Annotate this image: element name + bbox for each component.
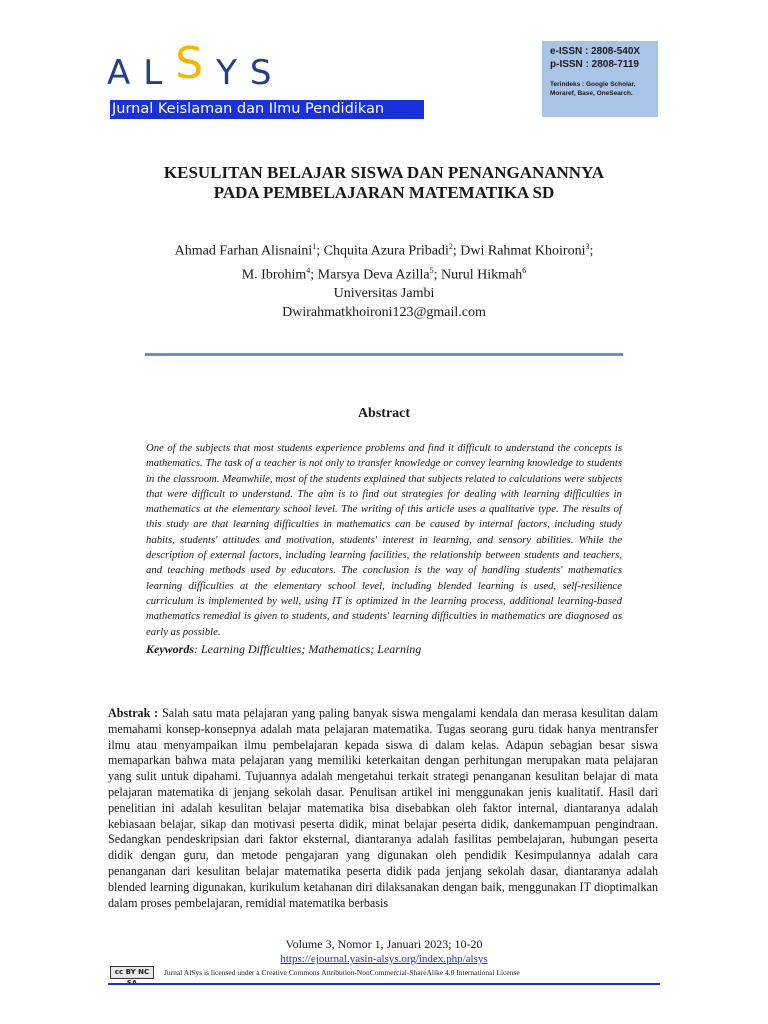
author-name: Marsya Deva Azilla [317, 267, 430, 283]
author-name: Ahmad Farhan Alisnaini [174, 243, 313, 259]
logo-text-s: S [175, 38, 217, 89]
author-line-2: M. Ibrohim$^4$; Marsya Deva Azilla$^5$; Nurul Hikmah$^6$ [241, 265, 527, 283]
volume-info: Volume 3, Nomor 1, Januari 2023; 10-20 [285, 937, 483, 951]
article-title [100, 163, 668, 203]
issn-box [542, 41, 658, 117]
author-name: M. Ibrohim [241, 267, 307, 283]
cc-license-icon[interactable]: cc BY NC [110, 966, 154, 979]
keywords-list: : Learning Difficulties; Mathematics; Learning [194, 642, 422, 656]
abstrak-text: Salah satu mata pelajaran yang paling banyak siswa mengalami kendala dan merasa kesulitan dalam memahami konsep-konsepnya adalah mata pelajaran matematika. Tugas seorang guru tidak hanya mentransfer ilmu atau menyampaikan ilmu pembelajaran kepada siswa di dalam kelas. Adapun sebagian besar siswa memaparkan bahwa mata pelajaran yang memiliki keterkaitan dengan perhitungan merupakan mata pelajaran yang sulit untuk dipahami. Tujuannya adalah mengetahui terkait strategi penanganan kesulitan belajar di mata pelajaran matematika di jenjang sekolah dasar. Penulisan artikel ini menggunakan jenis kualitatif. Hasil dari penelitian ini adalah kesulitan belajar matematika bisa disebabkan oleh faktor internal, diantaranya adalah kebiasaan belajar, sikap dan motivasi peserta didik, minat belajar peserta didik, dankemampuan pengindraan. Sedangkan pendeskripsian dari faktor eksternal, diantaranya adalah fasilitas pembelajaran, hubungan peserta didik dengan guru, dan metode pengajaran yang digunakan oleh pendidik Kesimpulannya adalah cara penanganan dari kesulitan belajar matematika peserta didik pada jenjang sekolah dasar, diantaranya adalah blended learning digunakan, kurikulum ketahanan diri dilaksanakan dengan baik, menggunakan IT dioptimalkan dalam proses pembelajaran, remidial matematika berbasis [108, 706, 659, 910]
author-sup: 5 [429, 265, 434, 275]
abstract-english: One of the subjects that most students experience problems and find it difficult to understand the concepts is mathematics. The task of a teacher is not only to transfer knowledge or convey learning knowledge to students in the classroom. Meanwhile, most of the students explained that subjects related to calculations were subjects that were difficult to understand. The aim is to find out strategies for dealing with learning difficulties in mathematics at the elementary school level. The writing of this article uses a qualitative type. The results of this study are that learning difficulties in mathematics can be caused by internal factors, including study habits, students' attitudes and motivation, students' interest in learning, and sensory abilities. While the description of external factors, including learning facilities, the relationship between students and teachers, and teaching methods used by educators. The conclusion is the way of handling students' mathematics learning difficulties at the elementary school level, including blended learning is used, self-resilience curriculum is implemented by well, using IT is optimized in the learning process, additional learning-based mathematics remedial is given to students, and students' learning difficulties in mathematics are diagnosed as early as possible. [146, 442, 622, 638]
title-line-2: PADA PEMBELAJARAN MATEMATIKA SD [213, 183, 555, 202]
author-sup: 6 [522, 265, 527, 275]
journal-url-link[interactable]: https://ejournal.yasin-alsys.org/index.php/alsys [280, 953, 488, 965]
license-text: Jurnal AlSys is licensed under a Creative Commons Attribution-NonCommercial-ShareAlike 4.0 International License [164, 968, 520, 977]
author-sup: 2 [448, 242, 453, 251]
author-name: Nurul Hikmah [441, 267, 523, 283]
author-sup: 3 [585, 242, 590, 251]
keywords-label: Keywords [146, 642, 194, 656]
author-email[interactable]: Dwirahmatkhoironi123@gmail.com [282, 305, 486, 321]
abstrak-label: Abstrak : [108, 706, 159, 720]
logo-text-b: YS [216, 53, 285, 93]
indexing-info: Terindeks : Google Scholar, Moraref, Base, OneSearch. [550, 81, 636, 97]
author-sup: 4 [306, 265, 311, 275]
abstrak-indonesian [108, 706, 658, 911]
page-footer [100, 937, 668, 967]
title-line-1: KESULITAN BELAJAR SISWA DAN PENANGANANNYA [163, 163, 605, 182]
pissn: p-ISSN : 2808-7119 [550, 59, 639, 70]
author-sup: 1 [312, 242, 317, 251]
author-block [100, 237, 668, 322]
keywords [146, 642, 622, 657]
journal-name-banner: Jurnal Keislaman dan Ilmu Pendidikan [110, 100, 424, 119]
eissn: e-ISSN : 2808-540X [550, 46, 641, 57]
logo-text-a: AL [107, 53, 176, 93]
author-name: Chquita Azura Pribadi [323, 243, 449, 259]
license-row [110, 966, 520, 979]
footer-divider [108, 983, 660, 985]
header-divider [145, 353, 623, 356]
journal-logo [107, 38, 285, 95]
affiliation: Universitas Jambi [333, 286, 435, 302]
author-line-1: Ahmad Farhan Alisnaini$^1$; Chquita Azura Pribadi$^2$; Dwi Rahmat Khoironi$^3$; [174, 242, 594, 259]
abstract-heading: Abstract [357, 406, 411, 421]
author-name: Dwi Rahmat Khoironi [460, 243, 586, 259]
